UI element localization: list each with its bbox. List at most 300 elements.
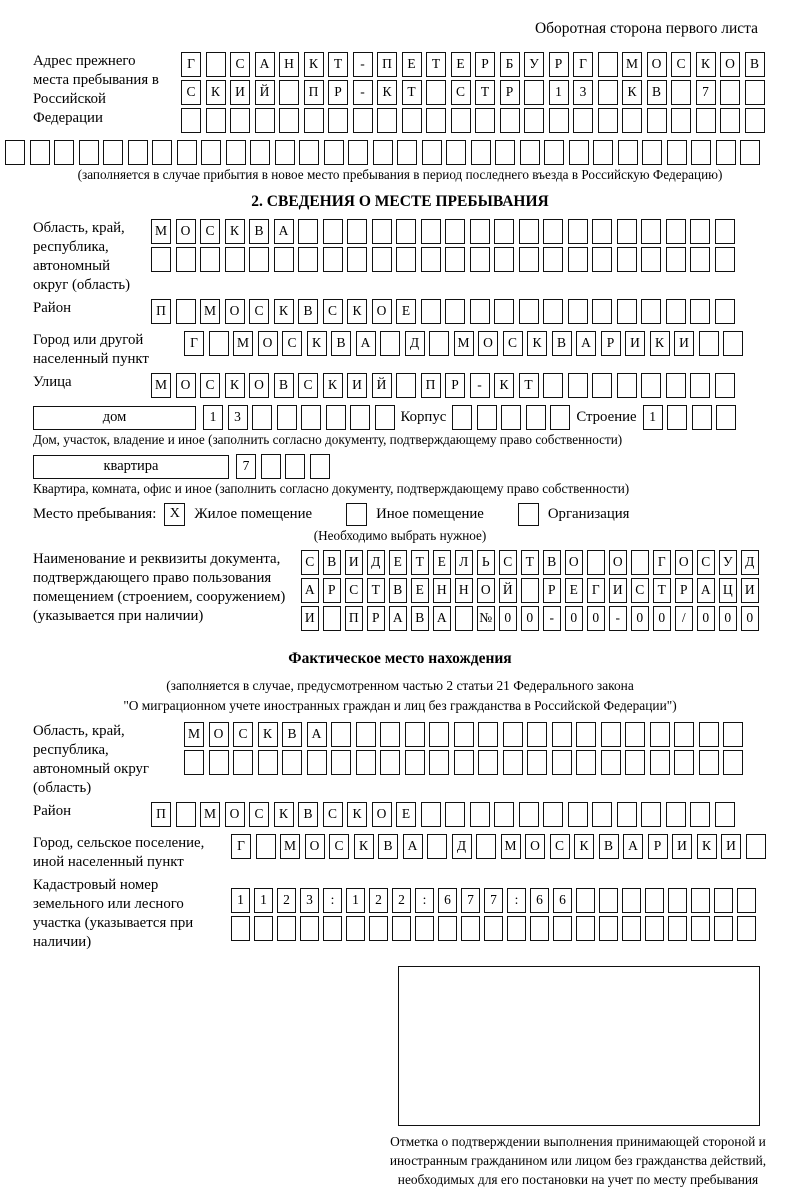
char-cell [666,247,686,272]
char-cell: Т [426,52,446,77]
char-cell [421,802,441,827]
char-cell [369,916,388,941]
char-cell [666,219,686,244]
char-cell [310,454,330,479]
char-row [301,550,759,575]
char-cell: М [622,52,642,77]
char-cell [631,550,649,575]
char-cell [279,80,299,105]
char-cell: 2 [369,888,388,913]
char-cell [249,247,269,272]
char-cell: А [301,578,319,603]
char-cell [671,80,691,105]
char-cell [475,108,495,133]
char-cell [279,108,299,133]
char-cell [380,750,400,775]
city2-label: Город, сельское поселение, иной населенный пункт [33,835,205,870]
char-cell: В [543,550,561,575]
char-cell [543,247,563,272]
char-row [184,750,743,775]
char-cell [641,247,661,272]
char-cell [5,140,25,165]
char-cell: О [249,373,269,398]
char-cell [206,108,226,133]
char-cell [231,916,250,941]
char-cell: 1 [643,405,663,430]
char-cell: А [403,834,423,859]
region2-row [33,722,800,798]
char-cell [429,331,449,356]
char-row [151,219,735,244]
char-cell [699,331,719,356]
char-cell [347,247,367,272]
char-cell [696,108,716,133]
char-cell [226,140,246,165]
char-cell: Р [675,578,693,603]
char-row [184,331,743,356]
char-cell [543,299,563,324]
char-cell: Т [653,578,671,603]
char-row [181,52,765,77]
char-cell: О [478,331,498,356]
char-cell [671,108,691,133]
char-row [184,722,743,747]
char-cell [598,108,618,133]
char-cell [494,247,514,272]
char-row [301,578,759,603]
char-cell: : [507,888,526,913]
char-cell [645,916,664,941]
char-cell [396,247,416,272]
char-cell: М [151,219,171,244]
street-label: Улица [33,374,72,390]
char-cell: Д [741,550,759,575]
char-cell [737,888,756,913]
document-row [33,550,800,634]
char-cell [598,80,618,105]
char-cell [674,722,694,747]
char-cell [576,750,596,775]
prev-address-row [33,52,800,136]
char-cell [549,108,569,133]
char-cell [300,916,319,941]
char-cell: 0 [697,606,715,631]
char-cell [716,405,736,430]
char-row [151,299,735,324]
char-cell [274,247,294,272]
char-cell [524,108,544,133]
char-cell [690,802,710,827]
char-cell: С [329,834,349,859]
char-cell: П [304,80,324,105]
char-cell: А [623,834,643,859]
char-cell: А [697,578,715,603]
char-cell: 1 [203,405,223,430]
char-cell: И [625,331,645,356]
char-cell [323,247,343,272]
city2-row [33,834,800,872]
char-cell: И [741,578,759,603]
char-cell [650,750,670,775]
cadastral-cells [231,888,756,944]
char-cell [699,722,719,747]
char-cell [714,916,733,941]
char-cell: 3 [228,405,248,430]
char-cell [641,299,661,324]
char-cell: Т [367,578,385,603]
char-cell [347,219,367,244]
char-cell [723,331,743,356]
char-cell: Е [565,578,583,603]
char-row [151,247,735,272]
char-cell [225,247,245,272]
char-cell: В [282,722,302,747]
char-cell: В [249,219,269,244]
char-cell [668,916,687,941]
char-cell: В [411,606,429,631]
char-cell [544,140,564,165]
char-cell: М [200,802,220,827]
char-cell: И [345,550,363,575]
region2-label: Область, край, республика, автономный округ (область) [33,723,149,796]
stay-place-row [33,503,800,526]
char-cell [716,140,736,165]
char-cell [503,750,523,775]
char-cell [252,405,272,430]
char-cell: О [525,834,545,859]
char-cell: А [576,331,596,356]
char-cell: 2 [277,888,296,913]
char-cell: В [323,550,341,575]
char-cell: О [258,331,278,356]
char-cell [254,916,273,941]
char-cell [230,108,250,133]
char-cell [642,140,662,165]
char-cell: К [494,373,514,398]
char-cell [176,802,196,827]
char-cell [527,722,547,747]
char-cell [593,140,613,165]
char-cell: И [301,606,319,631]
char-cell: В [552,331,572,356]
char-cell: Е [389,550,407,575]
char-cell: О [647,52,667,77]
char-cell: К [696,52,716,77]
char-cell: И [609,578,627,603]
char-cell: Е [451,52,471,77]
char-cell: С [499,550,517,575]
char-cell [519,802,539,827]
char-cell [569,140,589,165]
char-row [301,606,759,631]
char-cell [353,108,373,133]
char-row [151,802,735,827]
char-cell [503,722,523,747]
char-cell: - [543,606,561,631]
char-cell [723,750,743,775]
char-cell [356,750,376,775]
char-cell [592,299,612,324]
char-cell: О [720,52,740,77]
char-cell: Р [648,834,668,859]
char-cell: Т [475,80,495,105]
char-cell [438,916,457,941]
char-cell: К [527,331,547,356]
char-cell: Н [455,578,473,603]
char-cell: Й [372,373,392,398]
char-cell [617,373,637,398]
char-cell: Д [405,331,425,356]
char-cell: 0 [499,606,517,631]
char-cell [255,108,275,133]
char-cell [452,405,472,430]
char-cell: Р [601,331,621,356]
char-cell: Д [367,550,385,575]
char-cell [304,108,324,133]
checkbox-residential: X [164,503,185,526]
char-cell: Й [255,80,275,105]
cadastral-label: Кадастровый номер земельного или лесного участка (указывается при наличии) [33,877,194,950]
char-cell: К [347,802,367,827]
char-cell [690,219,710,244]
char-cell [454,722,474,747]
house-type-box: дом [33,406,196,430]
char-cell: В [274,373,294,398]
char-cell [699,750,719,775]
korpus-cells [452,405,570,430]
char-cell [477,405,497,430]
char-cell: К [225,219,245,244]
char-cell [552,750,572,775]
char-cell [737,916,756,941]
char-cell: С [233,722,253,747]
char-cell [470,219,490,244]
char-cell: С [249,802,269,827]
char-cell [568,247,588,272]
korpus-label: Корпус [400,409,447,425]
char-cell [494,299,514,324]
stamp-box [398,966,760,1126]
char-cell: В [745,52,765,77]
char-cell [550,405,570,430]
char-cell: В [389,578,407,603]
char-cell: Г [184,331,204,356]
char-cell [519,219,539,244]
char-cell [323,916,342,941]
char-cell: 7 [484,888,503,913]
char-cell: Г [587,578,605,603]
apartment-number-cells [236,454,330,479]
char-cell [478,722,498,747]
char-cell [429,750,449,775]
char-cell: У [524,52,544,77]
char-cell [275,140,295,165]
char-cell: Г [653,550,671,575]
char-row [231,888,756,913]
char-cell [715,802,735,827]
char-cell: И [347,373,367,398]
char-cell: 0 [521,606,539,631]
char-cell [298,219,318,244]
char-cell [184,750,204,775]
char-cell [373,140,393,165]
char-cell: О [477,578,495,603]
char-cell: О [305,834,325,859]
char-cell [520,140,540,165]
char-cell: В [331,331,351,356]
char-cell: К [650,331,670,356]
char-cell [617,299,637,324]
char-cell: С [631,578,649,603]
char-cell: С [249,299,269,324]
char-cell [723,722,743,747]
char-cell [720,80,740,105]
char-cell [233,750,253,775]
char-row [151,373,735,398]
char-cell: - [353,52,373,77]
apartment-row [33,454,800,479]
prev-address-cells [181,52,765,136]
char-cell [625,722,645,747]
char-cell [641,373,661,398]
char-cell: В [298,299,318,324]
char-cell [484,916,503,941]
char-cell: М [184,722,204,747]
char-row [231,834,766,859]
char-cell [350,405,370,430]
char-cell [396,219,416,244]
char-cell: Р [367,606,385,631]
char-cell: О [565,550,583,575]
char-cell: К [206,80,226,105]
char-cell [372,219,392,244]
char-cell: 0 [653,606,671,631]
char-cell: К [354,834,374,859]
char-cell: О [176,373,196,398]
char-cell [720,108,740,133]
char-cell: Д [452,834,472,859]
char-cell: Г [181,52,201,77]
char-cell: П [151,299,171,324]
char-cell [519,247,539,272]
char-cell [543,802,563,827]
char-cell [176,247,196,272]
char-cell: О [372,802,392,827]
char-cell: 3 [300,888,319,913]
char-cell [277,405,297,430]
char-cell [201,140,221,165]
char-cell: М [280,834,300,859]
house-number-cells [203,405,395,430]
char-cell [618,140,638,165]
char-cell [641,802,661,827]
char-cell [445,219,465,244]
prev-address-label: Адрес прежнего места пребывания в Российской Федерации [33,53,159,126]
char-cell: С [181,80,201,105]
city-label: Город или другой населенный пункт [33,332,149,367]
char-cell [298,247,318,272]
char-cell: 0 [587,606,605,631]
char-cell [331,750,351,775]
char-cell: К [697,834,717,859]
char-cell [277,916,296,941]
char-cell [454,750,474,775]
char-cell [543,373,563,398]
char-cell: Р [445,373,465,398]
char-cell: Р [543,578,561,603]
char-cell: 1 [346,888,365,913]
street-row [33,373,800,401]
char-cell [715,219,735,244]
char-cell [690,247,710,272]
region-row [33,219,800,295]
char-cell [415,916,434,941]
char-cell: Т [402,80,422,105]
char-cell: М [454,331,474,356]
char-cell: К [304,52,324,77]
char-cell [177,140,197,165]
district2-row [33,802,800,830]
char-cell: Е [411,578,429,603]
char-cell [455,606,473,631]
char-cell: Р [475,52,495,77]
char-cell [348,140,368,165]
char-cell: С [671,52,691,77]
char-cell: Р [323,578,341,603]
char-cell: Н [279,52,299,77]
char-cell: С [697,550,715,575]
char-cell: Т [328,52,348,77]
char-cell [521,578,539,603]
district2-label: Район [33,803,72,819]
document-cells [301,550,759,634]
char-cell: 1 [254,888,273,913]
char-cell [256,834,276,859]
char-cell [152,140,172,165]
char-cell: К [574,834,594,859]
char-cell: 2 [392,888,411,913]
char-cell [375,405,395,430]
char-cell: О [225,299,245,324]
char-cell: Т [519,373,539,398]
char-cell [568,299,588,324]
checkbox-other-premises [346,503,367,526]
char-cell [715,373,735,398]
char-cell: А [255,52,275,77]
char-cell: 1 [231,888,250,913]
char-cell [666,299,686,324]
char-cell [445,299,465,324]
char-cell: 6 [553,888,572,913]
char-cell [690,299,710,324]
char-cell: К [347,299,367,324]
char-cell [478,750,498,775]
char-cell [714,888,733,913]
char-cell [601,750,621,775]
char-cell [519,299,539,324]
char-cell: Р [500,80,520,105]
char-cell [690,373,710,398]
char-cell [356,722,376,747]
char-cell [495,140,515,165]
char-cell: М [200,299,220,324]
actual-location-header: Фактическое место нахождения [288,650,512,667]
char-cell: А [356,331,376,356]
char-cell [527,750,547,775]
char-cell: А [433,606,451,631]
stroenie-cells [643,405,737,430]
char-cell [380,722,400,747]
